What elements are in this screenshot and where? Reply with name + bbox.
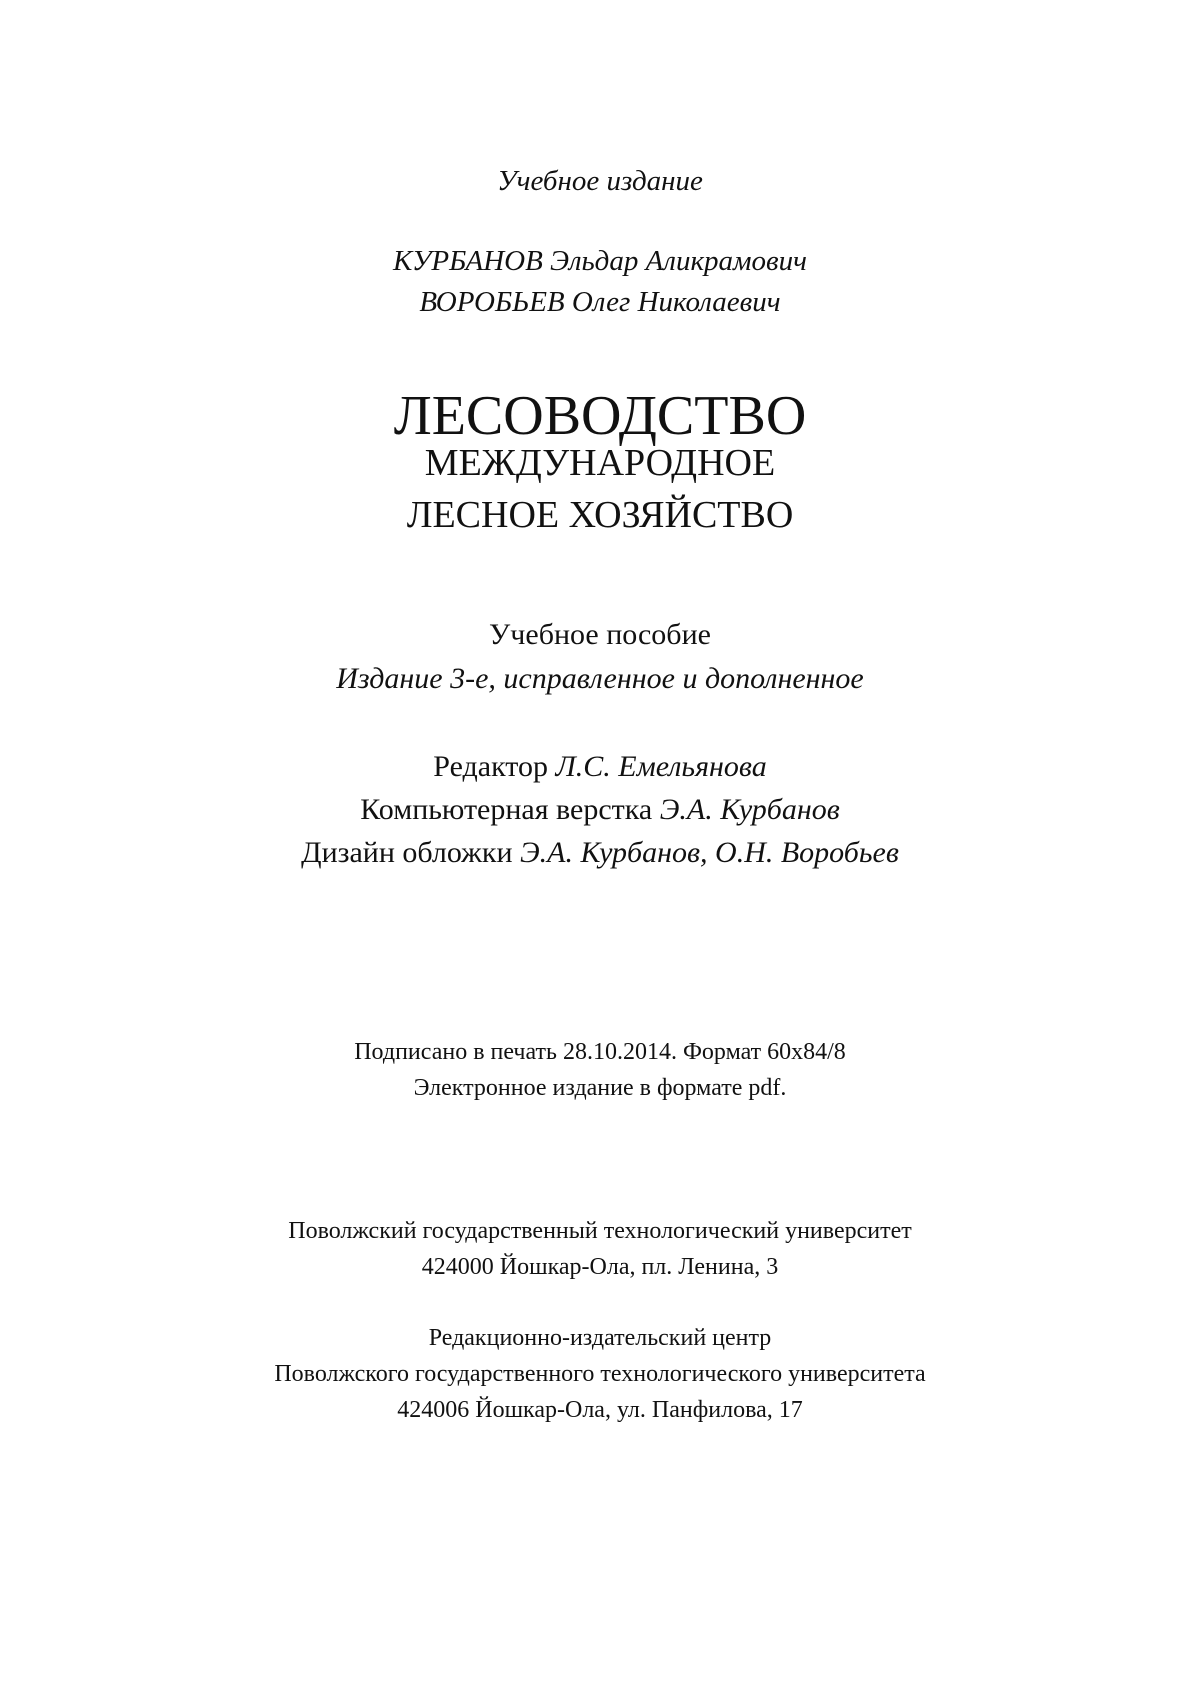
credit-name: Э.А. Курбанов [659, 793, 840, 826]
print-info-line-1: Подписано в печать 28.10.2014. Формат 60x84/8 [354, 1039, 846, 1065]
publisher-name: Редакционно-издательский центр [428, 1325, 772, 1351]
university-address: 424000 Йошкар-Ола, пл. Ленина, 3 [421, 1254, 779, 1280]
edition-type: Учебное издание [497, 165, 703, 197]
print-info-line-2: Электронное издание в формате pdf. [413, 1075, 787, 1101]
credit-layout [0, 795, 1200, 825]
publisher-address: 424006 Йошкар-Ола, ул. Панфилова, 17 [397, 1397, 803, 1423]
credit-name: Л.С. Емельянова [555, 750, 767, 783]
edition-info: Издание 3-е, исправленное и дополненное [336, 662, 864, 695]
credit-role: Компьютерная верстка [360, 793, 660, 826]
author-2: ВОРОБЬЕВ Олег Николаевич [419, 286, 781, 318]
credit-role: Дизайн обложки [301, 836, 521, 869]
subtitle-line-2: ЛЕСНОЕ ХОЗЯЙСТВО [406, 494, 794, 536]
credit-editor [0, 752, 1200, 782]
credit-cover-design [0, 838, 1200, 868]
university-name: Поволжский государственный технологический университет [288, 1218, 912, 1244]
credit-name: Э.А. Курбанов, О.Н. Воробьев [520, 836, 899, 869]
author-1: КУРБАНОВ Эльдар Аликрамович [393, 245, 807, 277]
book-type: Учебное пособие [489, 618, 711, 651]
publisher-university: Поволжского государственного технологического университета [274, 1361, 926, 1387]
subtitle-line-1: МЕЖДУНАРОДНОЕ [424, 442, 776, 484]
credit-role: Редактор [433, 750, 556, 783]
book-title: ЛЕСОВОДСТВО [393, 385, 807, 447]
